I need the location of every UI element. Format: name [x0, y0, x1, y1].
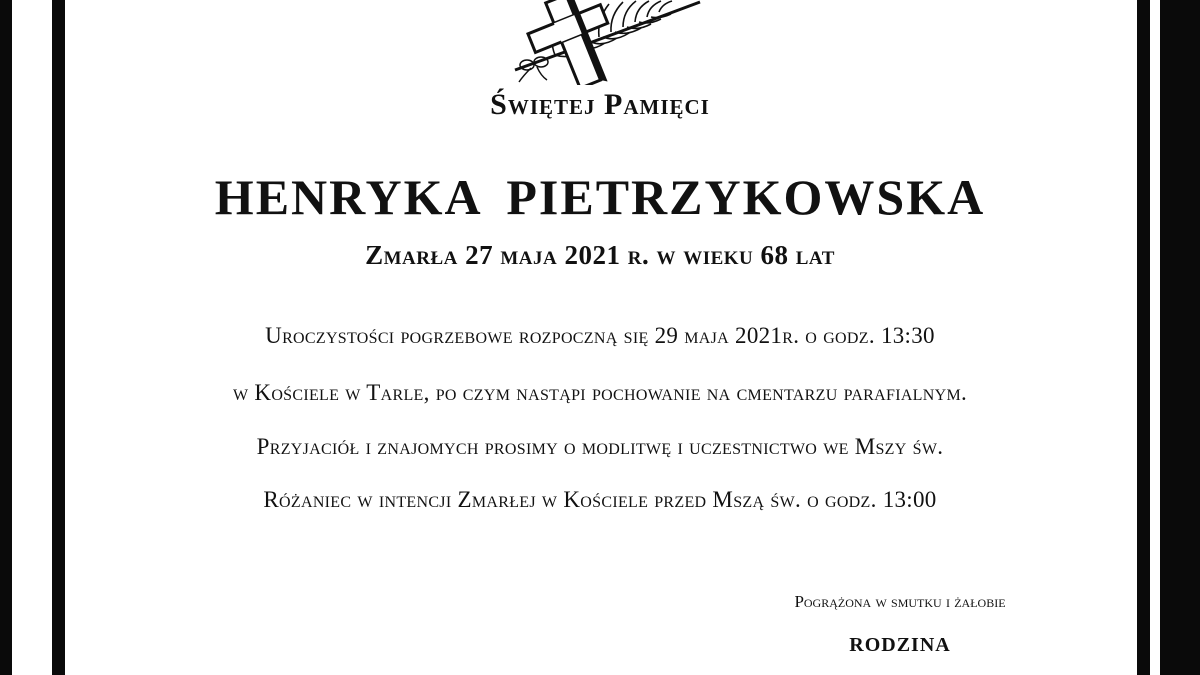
heading-in-memory: Świętej Pamięci — [490, 88, 710, 121]
family-signature: RODZINA — [849, 634, 951, 656]
funeral-info-line: Uroczystości pogrzebowe rozpoczną się 29 maja 2021r. o godz. 13:30 — [265, 323, 935, 348]
cross-with-palm-branch-icon — [495, 0, 705, 85]
funeral-info-line: Różaniec w intencji Zmarłej w Kościele przed Mszą św. o godz. 13:00 — [263, 487, 937, 512]
right-edge-border — [1160, 0, 1200, 675]
left-edge-border — [0, 0, 12, 675]
right-mourning-border — [1137, 0, 1150, 675]
right-margin — [1150, 0, 1160, 675]
funeral-info-line: Przyjaciół i znajomych prosimy o modlitwę i uczestnictwo we Mszy św. — [256, 434, 944, 459]
death-date-line: Zmarła 27 maja 2021 r. w wieku 68 lat — [365, 240, 835, 270]
funeral-info-line: w Kościele w Tarle, po czym nastąpi pochowanie na cmentarzu parafialnym. — [232, 380, 968, 405]
left-margin — [12, 0, 52, 675]
left-mourning-border — [52, 0, 65, 675]
grief-line: Pogrążona w smutku i żałobie — [794, 592, 1006, 611]
deceased-name: HENRYKA PIETRZYKOWSKA — [214, 169, 986, 225]
